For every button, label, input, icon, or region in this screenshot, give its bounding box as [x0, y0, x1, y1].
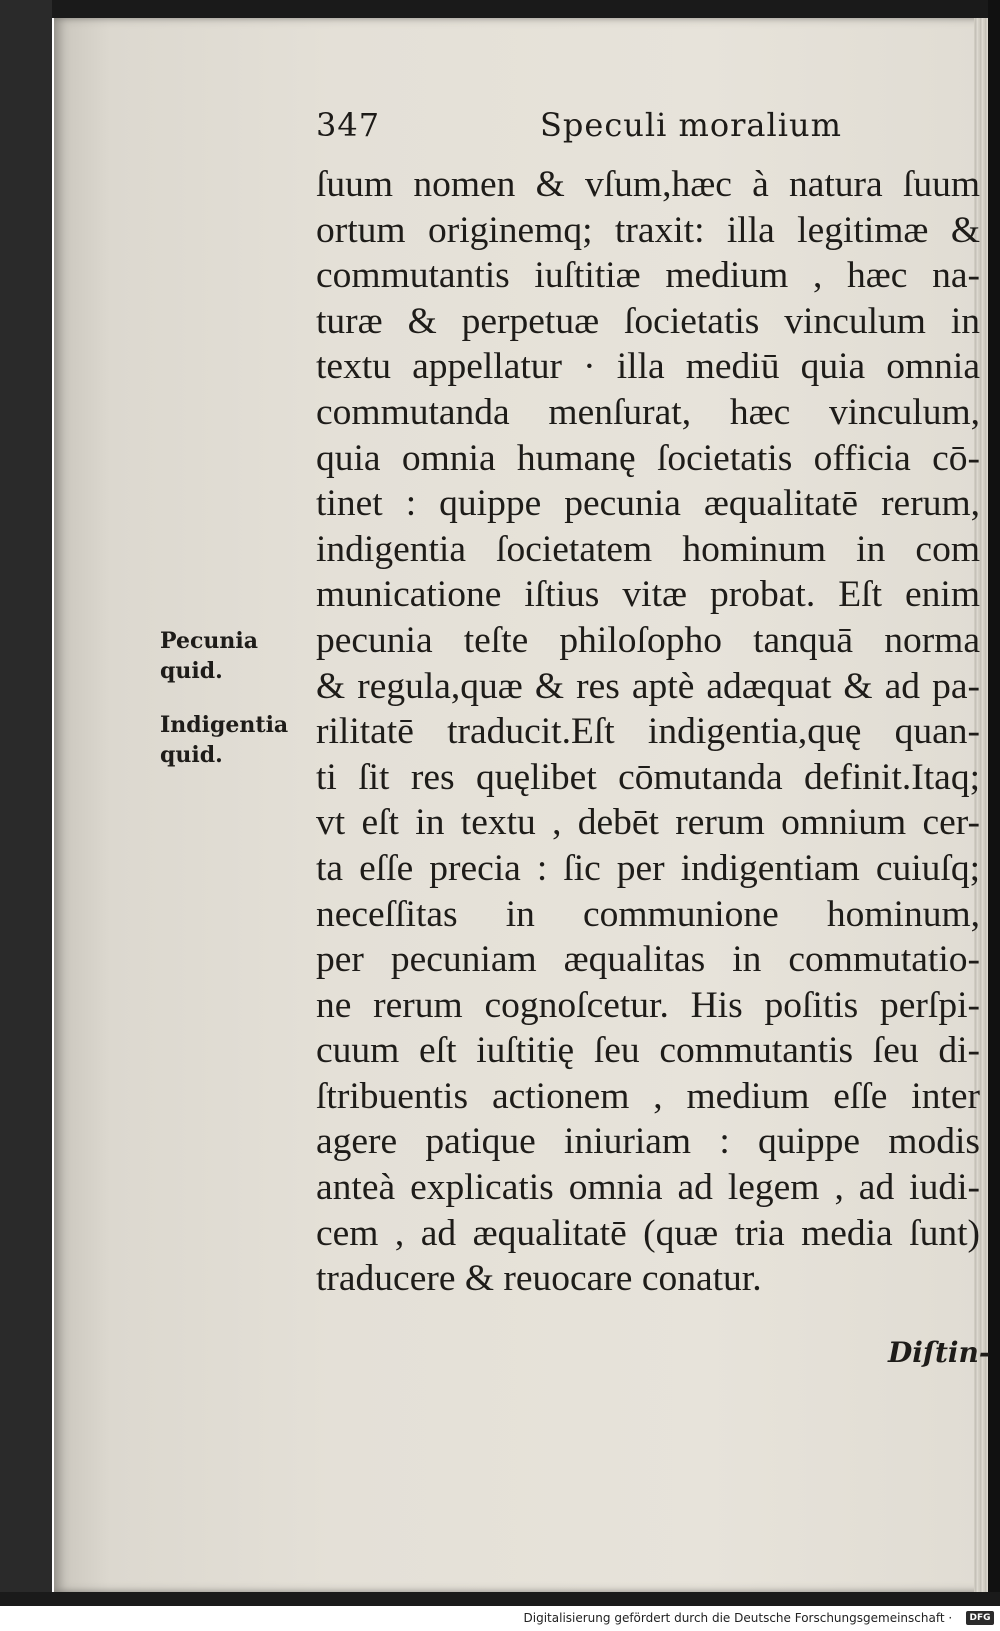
- text-line: turæ & perpetuæ ſocietatis vinculum in: [316, 300, 980, 342]
- text-line: textu appellatur · illa mediū quia omnia: [316, 346, 980, 388]
- marginal-note-pecunia: [160, 626, 300, 686]
- catchword: Diſtin-: [888, 1336, 991, 1369]
- text-line: agere patique iniuriam : quippe modis: [316, 1121, 980, 1163]
- text-line: vt eſt in textu , debēt rerum omnium cer-: [316, 802, 980, 844]
- text-line: neceſſitas in communione hominum,: [316, 893, 980, 935]
- dfg-logo: DFG: [966, 1611, 994, 1625]
- text-line: & regula,quæ & res aptè adæquat & ad pa-: [316, 665, 980, 707]
- text-line: ſtribuentis actionem , medium eſſe inter: [316, 1075, 980, 1117]
- scanner-background-top: [0, 0, 1000, 18]
- text-line: pecunia teſte philoſopho tanquā norma: [316, 619, 980, 661]
- text-line: traducere & reuocare conatur.: [316, 1258, 762, 1300]
- marginal-note-line: Indigentia: [160, 712, 289, 738]
- marginal-note-line: quid.: [160, 658, 223, 684]
- text-line: cuum eſt iuſtitię ſeu commutantis ſeu di-: [316, 1030, 980, 1072]
- text-line: ta eſſe precia : ſic per indigentiam cuiuſq;: [316, 847, 980, 889]
- text-line: ti ſit res quęlibet cōmutanda definit.Itaq;: [316, 756, 980, 798]
- marginal-note-indigentia: [160, 710, 300, 770]
- text-line: ſuum nomen & vſum,hæc à natura ſuum: [316, 164, 980, 205]
- text-line: commutantis iuſtitiæ medium , hæc na-: [316, 255, 980, 297]
- text-line: indigentia ſocietatem hominum in com: [316, 528, 980, 570]
- running-title: Speculi moralium: [540, 106, 842, 144]
- text-line: ne rerum cognoſcetur. His poſitis perſpi-: [316, 984, 980, 1026]
- marginal-note-line: Pecunia: [160, 628, 258, 654]
- scanner-background-left: [0, 0, 52, 1600]
- text-line: cem , ad æqualitatē (quæ tria media ſunt): [316, 1212, 980, 1254]
- credit-text: Digitalisierung gefördert durch die Deutsche Forschungsgemeinschaft ·: [523, 1611, 953, 1625]
- marginal-note-line: quid.: [160, 742, 223, 768]
- body-text: [316, 162, 980, 1302]
- digitization-credit: [0, 1606, 990, 1631]
- text-line: commutanda menſurat, hæc vinculum,: [316, 391, 980, 433]
- page-number: 347: [316, 106, 381, 144]
- text-line: quia omnia humanę ſocietatis officia cō-: [316, 437, 980, 479]
- text-line: rilitatē traducit.Eſt indigentia,quę quan-: [316, 711, 980, 753]
- text-line: anteà explicatis omnia ad legem , ad iudi-: [316, 1167, 980, 1209]
- scanner-background-bottom: [0, 1592, 1000, 1606]
- text-line: per pecuniam æqualitas in commutatio-: [316, 939, 980, 981]
- text-line: ortum originemq; traxit: illa legitimæ &: [316, 209, 980, 251]
- text-line: municatione iſtius vitæ probat. Eſt enim: [316, 574, 980, 616]
- text-line: tinet : quippe pecunia æqualitatē rerum,: [316, 483, 980, 525]
